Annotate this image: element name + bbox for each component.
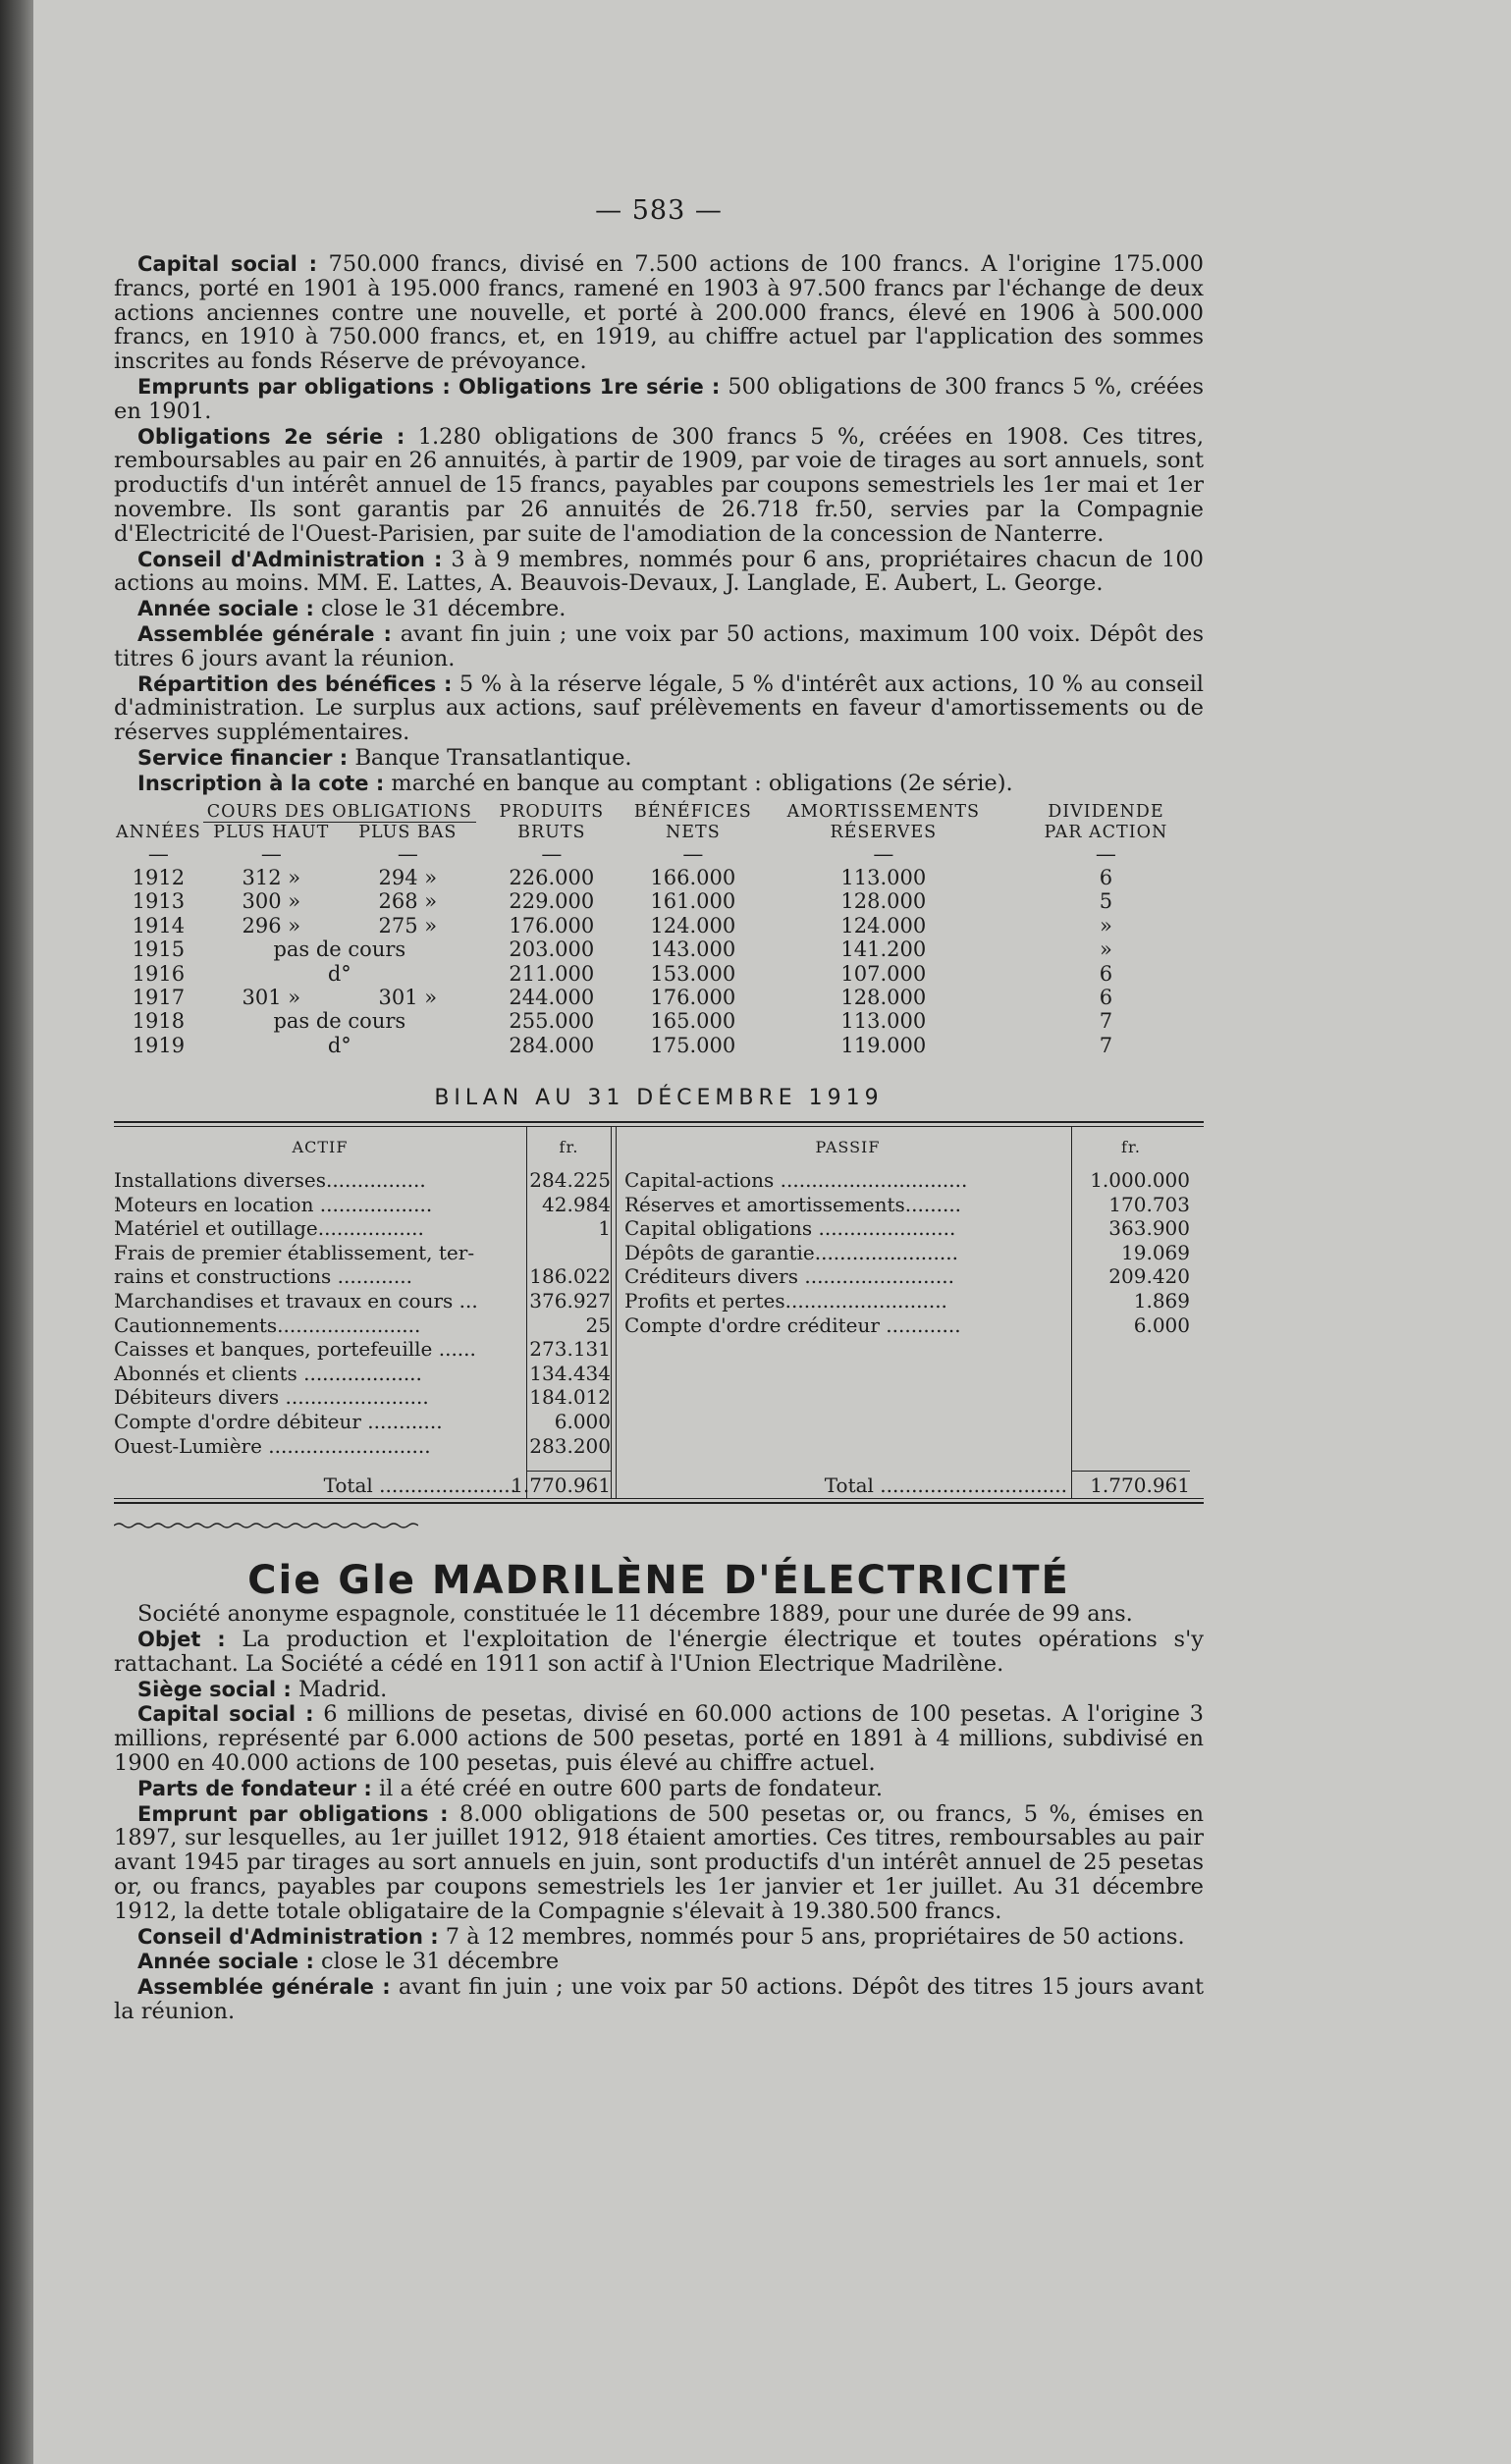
paragraph-label: Répartition des bénéfices : (137, 671, 453, 696)
balance-item-label: Matériel et outillage................. (114, 1216, 424, 1241)
balance-item-amount: 273.131 (529, 1337, 611, 1362)
balance-item-label: Frais de premier établissement, ter- (114, 1240, 475, 1264)
balance-item-label: Profits et pertes.......................... (624, 1288, 947, 1312)
cell-quote: pas de cours (273, 937, 406, 962)
col-high: PLUS HAUT (213, 822, 330, 842)
table-row (114, 986, 1204, 1009)
paragraph-label: Année sociale : (137, 597, 314, 621)
paragraph-label: Assemblée générale : (137, 1975, 391, 2000)
col-low: PLUS BAS (358, 822, 458, 842)
paragraph-text: Société anonyme espagnole, constituée le 11 décembre 1889, pour une durée de 99 ans. (137, 1601, 1133, 1628)
cell-quote: d° (327, 1033, 351, 1057)
cell-amort: 107.000 (840, 961, 927, 986)
bilan-bottom-rule (114, 1498, 1204, 1504)
cell-low: 275 » (378, 913, 438, 937)
actif-total-label: Total ...................... (323, 1473, 516, 1498)
passif-total-amount: 1.770.961 (1090, 1473, 1190, 1498)
cell-year: 1918 (132, 1009, 186, 1034)
paragraph (114, 1702, 1204, 1775)
balance-item-label: Moteurs en location .................. (114, 1192, 433, 1216)
balance-item-label: Créditeurs divers ........................ (624, 1264, 954, 1289)
balance-item-label: Cautionnements....................... (114, 1312, 421, 1337)
cell-dividend: 6 (1099, 985, 1113, 1009)
paragraph (114, 252, 1204, 374)
paragraph-text: 500 obligations de 300 francs 5 %, créées en 1901. (114, 373, 1205, 424)
cell-low-value: 294 (378, 865, 418, 889)
cell-gross: 255.000 (509, 1009, 595, 1034)
balance-item-amount: 134.434 (529, 1361, 611, 1385)
cell-amort: 128.000 (840, 985, 927, 1009)
cell-year: 1916 (132, 961, 186, 986)
balance-item-amount: 184.012 (529, 1385, 611, 1410)
cell-high-value: 301 (242, 985, 282, 1009)
paragraph-text: 7 à 12 membres, nommés pour 5 ans, propriétaires de 50 actions. (438, 1923, 1185, 1950)
paragraph (114, 622, 1204, 671)
balance-item-label: Ouest-Lumière .......................... (114, 1433, 431, 1458)
paragraph-text: close le 31 décembre (313, 1949, 560, 1975)
paragraph (114, 746, 1204, 771)
actif-currency: fr. (559, 1137, 579, 1156)
paragraph-text: marché en banque au comptant : obligations (2e série). (384, 770, 1013, 796)
actif-labels (114, 1127, 526, 1498)
cell-high-value: 296 (242, 913, 282, 937)
paragraph-label: Objet : (137, 1628, 226, 1652)
col-gross-1: PRODUITS (499, 802, 605, 823)
passif-header: PASSIF (815, 1137, 881, 1156)
cell-low-value: 301 (378, 985, 418, 1009)
actif-total-amount: 1.770.961 (511, 1473, 611, 1498)
col-amort-1: AMORTISSEMENTS (786, 802, 981, 823)
cell-year: 1913 (132, 889, 186, 914)
passif-currency: fr. (1121, 1137, 1141, 1156)
balance-sheet (114, 1127, 1204, 1498)
paragraph-text: 5 % à la réserve légale, 5 % d'intérêt aux actions, 10 % au conseil d'administration. Le surplus aux actions, sauf prélèvements en faveur d'amortissements ou de réserves supplémentaires. (114, 670, 1204, 746)
cell-year: 1917 (132, 985, 186, 1009)
cell-high-value: 312 (242, 865, 282, 889)
cell-high-value: 300 (242, 889, 282, 914)
paragraph-label: Année sociale : (137, 1950, 314, 1974)
cell-year: 1919 (132, 1033, 186, 1057)
paragraph-text: il a été créé en outre 600 parts de fondateur. (371, 1775, 884, 1801)
balance-item-amount: 1 (598, 1216, 611, 1241)
paragraph-text: close le 31 décembre. (313, 596, 567, 622)
paragraph-label: Inscription à la cote : (137, 771, 385, 795)
paragraph-label: Conseil d'Administration : (137, 1924, 439, 1949)
book-gutter (0, 0, 33, 2464)
paragraph-text: 6 millions de pesetas, divisé en 60.000 actions de 100 pesetas. A l'origine 3 millions, représenté par 6.000 actions de 500 pesetas, porté en 1891 à 4 millions, subdivisé en 1900 en 40.000 actions de 100 pesetas, puis élevé au chiffre actuel. (114, 1701, 1204, 1777)
paragraph (114, 1950, 1204, 1974)
paragraph-text: avant fin juin ; une voix par 50 actions. Dépôt des titres 15 jours avant la réunion. (114, 1974, 1204, 2025)
col-net-1: BÉNÉFICES (633, 802, 752, 823)
cell-dividend: 7 (1099, 1033, 1113, 1057)
balance-item-amount: 209.420 (1108, 1264, 1190, 1289)
cell-gross: 211.000 (509, 961, 595, 986)
balance-item-label: Abonnés et clients ................... (114, 1361, 422, 1385)
paragraph (114, 1975, 1204, 2024)
paragraph-label: Siège social : (137, 1677, 292, 1701)
paragraph-text: 8.000 obligations de 500 pesetas or, ou francs, 5 %, émises en 1897, sur lesquelles, au 1er juillet 1912, 918 étaient amorties. Ces titres, remboursables au pair avant 1945 par tirages au sort annuels en juin, sont productifs d'un intérêt annuel de 25 pesetas or, ou francs, payables par coupons semestriels les 1er janvier et 1er juillet. Au 31 décembre 1912, la dette totale obligataire de la Compagnie s'élevait à 19.380.500 francs. (114, 1800, 1204, 1924)
page-number: — 583 — (595, 195, 723, 226)
cell-net: 165.000 (650, 1009, 736, 1034)
paragraph-text: Madrid. (291, 1676, 388, 1702)
balance-item-amount: 25 (585, 1312, 611, 1337)
dash-row: — — — — — — — (147, 841, 1116, 866)
table-body (114, 842, 1204, 1058)
cell-gross: 176.000 (509, 913, 595, 937)
cell-year: 1915 (132, 937, 186, 962)
results-table (114, 802, 1204, 1058)
cell-high: 296 » (242, 913, 301, 937)
cell-net: 176.000 (650, 985, 736, 1009)
actif-header: ACTIF (292, 1137, 349, 1156)
cell-quote: pas de cours (273, 1009, 406, 1034)
table-row (114, 937, 1204, 961)
table-row (114, 889, 1204, 913)
paragraph-label: Service financier : (137, 745, 349, 770)
balance-item-label: Installations diverses................ (114, 1167, 426, 1192)
cell-year: 1914 (132, 913, 186, 937)
cell-low-value: 268 (378, 889, 418, 914)
company2-paragraphs (114, 1602, 1204, 2024)
cell-dividend: 6 (1099, 865, 1113, 889)
company2-title: Cie Gle MADRILÈNE D'ÉLECTRICITÉ (247, 1557, 1070, 1603)
paragraph-label: Obligations 2e série : (137, 424, 405, 449)
actif-label-list (114, 1168, 526, 1458)
cell-high: 300 » (242, 889, 301, 914)
actif-amount-list (527, 1168, 611, 1458)
table-row (114, 866, 1204, 889)
actif-amounts (511, 1127, 612, 1498)
cell-year: 1912 (132, 865, 186, 889)
balance-item-label: Marchandises et travaux en cours ... (114, 1288, 478, 1312)
cell-quote: d° (327, 961, 351, 986)
table-row (114, 962, 1204, 986)
paragraph-label: Emprunt par obligations : (137, 1801, 449, 1826)
col-net-2: NETS (665, 822, 721, 842)
balance-item-label: Compte d'ordre créditeur ............ (624, 1312, 961, 1337)
paragraph-label: Conseil d'Administration : (137, 547, 443, 571)
paragraph (114, 1777, 1204, 1801)
paragraph (114, 1602, 1204, 1627)
balance-item-amount: 186.022 (529, 1264, 611, 1289)
paragraph-label: Emprunts par obligations : Obligations 1re série : (137, 374, 721, 399)
balance-item-amount: 284.225 (529, 1167, 611, 1192)
paragraph (114, 1628, 1204, 1677)
cell-dividend: 6 (1099, 961, 1113, 986)
cell-low: 301 » (378, 985, 438, 1009)
col-div-2: PAR ACTION (1044, 822, 1168, 842)
passif-total-label: Total .............................. (824, 1473, 1067, 1498)
page-content (114, 191, 1204, 2025)
cell-amort: 128.000 (840, 889, 927, 914)
paragraph-text: La production et l'exploitation de l'énergie électrique et toutes opérations s'y rattachant. La Société a cédé en 1911 son actif à l'Union Electrique Madrilène. (114, 1627, 1204, 1677)
cell-dividend: » (1099, 913, 1112, 937)
balance-item-amount: 1.869 (1133, 1288, 1190, 1312)
paragraph (114, 1678, 1204, 1702)
cell-low: 268 » (378, 889, 438, 914)
col-div-1: DIVIDENDE (1048, 802, 1164, 823)
passif-amounts (1071, 1127, 1190, 1498)
col-amort-2: RÉSERVES (830, 822, 938, 842)
cell-amort: 141.200 (840, 937, 927, 962)
balance-item-label: Capital obligations ...................... (624, 1216, 956, 1241)
cell-gross: 203.000 (509, 937, 595, 962)
paragraph (114, 1802, 1204, 1924)
cell-net: 161.000 (650, 889, 736, 914)
cell-gross: 284.000 (509, 1033, 595, 1057)
paragraph-label: Assemblée générale : (137, 621, 392, 646)
paragraph-text: Banque Transatlantique. (348, 744, 632, 771)
balance-item-amount: 363.900 (1108, 1216, 1190, 1241)
paragraph-label: Parts de fondateur : (137, 1776, 372, 1800)
paragraph-label: Capital social : (137, 252, 317, 276)
cell-net: 166.000 (650, 865, 736, 889)
cell-net: 153.000 (650, 961, 736, 986)
balance-item-amount: 376.927 (529, 1288, 611, 1312)
paragraph (114, 548, 1204, 597)
bilan-title: BILAN AU 31 DÉCEMBRE 1919 (434, 1086, 884, 1111)
balance-item-amount: 42.984 (542, 1192, 611, 1216)
paragraph-text: 3 à 9 membres, nommés pour 6 ans, propriétaires chacun de 100 actions au moins. MM. E. Lattes, A. Beauvois-Devaux, J. Langlade, E. Aubert, L. George. (114, 546, 1204, 597)
paragraph (114, 672, 1204, 745)
table-row (114, 1034, 1204, 1057)
col-years: ANNÉES (116, 822, 201, 842)
cell-net: 175.000 (650, 1033, 736, 1057)
paragraph (114, 375, 1204, 424)
table-row (114, 914, 1204, 937)
cell-gross: 226.000 (509, 865, 595, 889)
balance-item-label: Réserves et amortissements......... (624, 1192, 962, 1216)
paragraph (114, 772, 1204, 796)
cell-amort: 119.000 (840, 1033, 927, 1057)
table-row (114, 1009, 1204, 1033)
cell-dividend: 7 (1099, 1009, 1113, 1034)
passif-label-list (624, 1168, 1071, 1337)
balance-item-amount: 19.069 (1121, 1240, 1190, 1264)
passif-amount-list (1072, 1168, 1190, 1337)
cell-high: 301 » (242, 985, 301, 1009)
cell-dividend: » (1099, 937, 1112, 962)
paragraph-text: avant fin juin ; une voix par 50 actions, maximum 100 voix. Dépôt des titres 6 jours avant la réunion. (114, 620, 1204, 671)
cell-net: 143.000 (650, 937, 736, 962)
cell-amort: 124.000 (840, 913, 927, 937)
balance-item-label: Capital-actions .............................. (624, 1167, 968, 1192)
cell-gross: 229.000 (509, 889, 595, 914)
paragraph-text: 750.000 francs, divisé en 7.500 actions de 100 francs. A l'origine 175.000 francs, porté en 1901 à 195.000 francs, ramené en 1903 à 97.500 francs par l'échange de deux actions anciennes contre une nouvelle, et porté à 200.000 francs, élevé en 1906 à 500.000 francs, en 1910 à 750.000 francs, et, en 1919, au chiffre actuel par l'application des sommes inscrites au fonds Réserve de prévoyance. (114, 251, 1204, 375)
cell-low: 294 » (378, 865, 438, 889)
col-group-quotes: COURS DES OBLIGATIONS (203, 802, 476, 823)
balance-item-label: Caisses et banques, portefeuille ...... (114, 1337, 476, 1362)
balance-item-amount (527, 1241, 611, 1265)
paragraph (114, 1925, 1204, 1950)
wavy-separator (114, 1522, 418, 1529)
paragraph (114, 597, 1204, 621)
balance-item-label: Débiteurs divers ....................... (114, 1385, 429, 1410)
balance-item-label: Compte d'ordre débiteur ............ (114, 1409, 443, 1433)
passif-labels (617, 1127, 1071, 1498)
balance-item-amount: 283.200 (529, 1433, 611, 1458)
col-gross-2: BRUTS (517, 822, 586, 842)
cell-amort: 113.000 (840, 865, 927, 889)
balance-item-label: Dépôts de garantie....................... (624, 1240, 958, 1264)
cell-low-value: 275 (378, 913, 418, 937)
cell-high: 312 » (242, 865, 301, 889)
paragraph-label: Capital social : (137, 1702, 314, 1727)
balance-item-amount: 6.000 (554, 1409, 611, 1433)
cell-gross: 244.000 (509, 985, 595, 1009)
paragraph (114, 425, 1204, 547)
cell-dividend: 5 (1099, 889, 1113, 914)
cell-net: 124.000 (650, 913, 736, 937)
balance-item-amount: 170.703 (1108, 1192, 1190, 1216)
paragraph-text: 1.280 obligations de 300 francs 5 %, créées en 1908. Ces titres, remboursables au pair en 26 annuités, à partir de 1909, par voie de tirages au sort annuels, sont productifs d'un intérêt annuel de 15 francs, payables par coupons semestriels les 1er mai et 1er novembre. Ils sont garantis par 26 annuités de 26.718 fr.50, servies par la Compagnie d'Electricité de l'Ouest-Parisien, par suite de l'amodiation de la concession de Nanterre. (114, 423, 1204, 547)
balance-item-amount: 1.000.000 (1090, 1167, 1190, 1192)
cell-amort: 113.000 (840, 1009, 927, 1034)
balance-item-label: rains et constructions ............ (114, 1264, 412, 1289)
balance-item-amount: 6.000 (1133, 1312, 1190, 1337)
company1-paragraphs (114, 252, 1204, 796)
